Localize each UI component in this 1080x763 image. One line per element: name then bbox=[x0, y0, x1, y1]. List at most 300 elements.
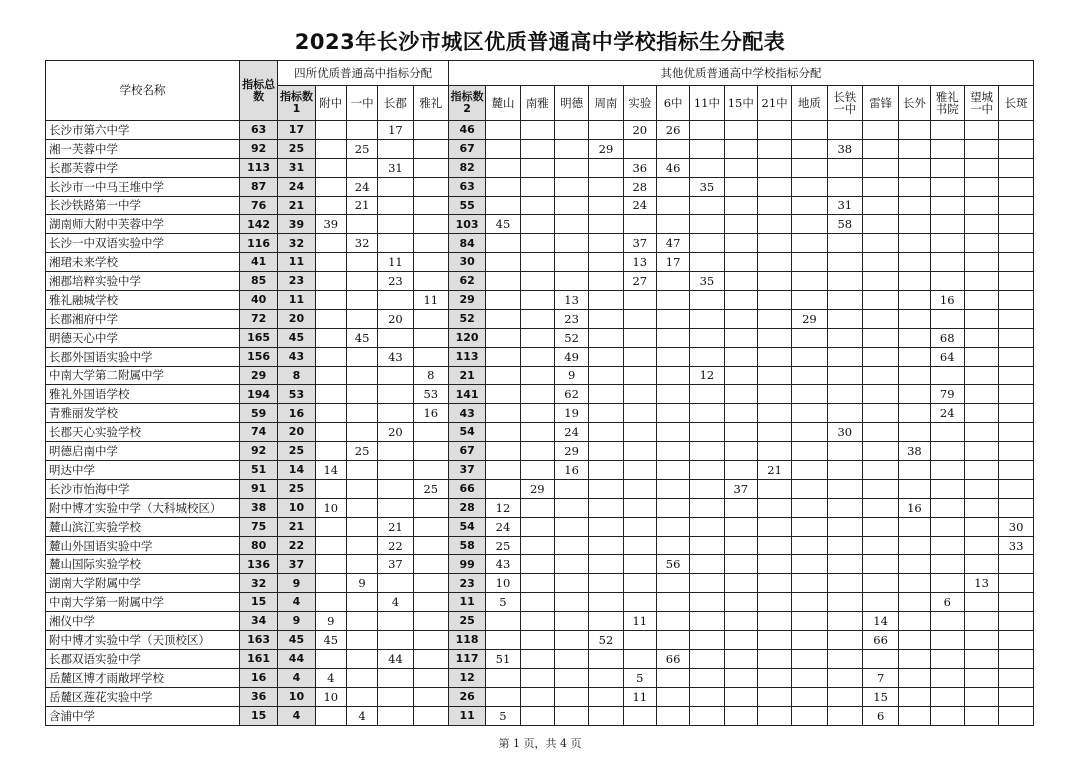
school-name-cell: 岳麓区莲花实验中学 bbox=[46, 687, 240, 706]
allocation-cell bbox=[413, 272, 448, 291]
allocation-cell bbox=[690, 479, 724, 498]
allocation-cell bbox=[964, 517, 998, 536]
allocation-cell bbox=[315, 347, 346, 366]
column-header: 雷锋 bbox=[862, 86, 898, 121]
allocation-cell bbox=[623, 366, 656, 385]
allocation-cell bbox=[554, 139, 588, 158]
allocation-cell bbox=[520, 612, 554, 631]
allocation-cell bbox=[792, 706, 827, 725]
allocation-cell bbox=[899, 649, 930, 668]
allocation-cell bbox=[899, 404, 930, 423]
allocation-cell bbox=[623, 347, 656, 366]
allocation-cell bbox=[378, 687, 413, 706]
allocation-cell bbox=[413, 423, 448, 442]
table-row bbox=[46, 158, 1034, 177]
allocation-cell bbox=[656, 309, 689, 328]
allocation-cell: 39 bbox=[315, 215, 346, 234]
column-header: 长外 bbox=[899, 86, 930, 121]
allocation-cell bbox=[656, 291, 689, 310]
allocation-cell: 29 bbox=[589, 139, 623, 158]
allocation-cell bbox=[827, 555, 862, 574]
allocation-cell bbox=[827, 593, 862, 612]
allocation-cell bbox=[554, 631, 588, 650]
allocation-cell bbox=[589, 498, 623, 517]
quota1-cell: 10 bbox=[278, 687, 315, 706]
allocation-cell bbox=[862, 139, 898, 158]
allocation-cell: 45 bbox=[315, 631, 346, 650]
allocation-cell: 19 bbox=[554, 404, 588, 423]
allocation-cell bbox=[346, 479, 377, 498]
allocation-cell bbox=[690, 196, 724, 215]
allocation-cell bbox=[589, 121, 623, 140]
quota1-cell: 4 bbox=[278, 593, 315, 612]
allocation-cell bbox=[999, 347, 1034, 366]
allocation-cell bbox=[964, 442, 998, 461]
school-name-cell: 长沙市第六中学 bbox=[46, 121, 240, 140]
school-name-cell: 长郡外国语实验中学 bbox=[46, 347, 240, 366]
allocation-cell bbox=[520, 196, 554, 215]
allocation-cell bbox=[554, 215, 588, 234]
quota1-cell: 45 bbox=[278, 328, 315, 347]
allocation-cell bbox=[413, 687, 448, 706]
allocation-cell bbox=[589, 253, 623, 272]
allocation-cell: 47 bbox=[656, 234, 689, 253]
allocation-cell bbox=[589, 574, 623, 593]
allocation-cell bbox=[486, 139, 520, 158]
school-name-cell: 雅礼融城学校 bbox=[46, 291, 240, 310]
column-header: 雅礼书院 bbox=[930, 86, 964, 121]
allocation-cell bbox=[346, 631, 377, 650]
allocation-cell bbox=[999, 649, 1034, 668]
quota2-cell: 30 bbox=[448, 253, 485, 272]
allocation-cell bbox=[486, 404, 520, 423]
allocation-cell bbox=[690, 555, 724, 574]
allocation-cell bbox=[899, 706, 930, 725]
table-row bbox=[46, 555, 1034, 574]
quota2-cell: 113 bbox=[448, 347, 485, 366]
allocation-cell bbox=[862, 272, 898, 291]
allocation-cell bbox=[724, 291, 757, 310]
allocation-cell bbox=[554, 253, 588, 272]
total-cell: 194 bbox=[239, 385, 277, 404]
allocation-cell: 4 bbox=[315, 668, 346, 687]
allocation-cell bbox=[964, 347, 998, 366]
allocation-cell bbox=[346, 423, 377, 442]
allocation-cell: 25 bbox=[486, 536, 520, 555]
allocation-cell bbox=[589, 366, 623, 385]
allocation-cell bbox=[346, 668, 377, 687]
quota1-cell: 53 bbox=[278, 385, 315, 404]
allocation-cell bbox=[724, 121, 757, 140]
school-name-cell: 湖南大学附属中学 bbox=[46, 574, 240, 593]
allocation-cell bbox=[862, 649, 898, 668]
allocation-cell bbox=[413, 555, 448, 574]
allocation-cell bbox=[899, 121, 930, 140]
quota1-cell: 17 bbox=[278, 121, 315, 140]
allocation-cell bbox=[757, 574, 791, 593]
total-cell: 92 bbox=[239, 139, 277, 158]
allocation-cell bbox=[486, 158, 520, 177]
table-row bbox=[46, 139, 1034, 158]
allocation-cell bbox=[656, 706, 689, 725]
allocation-cell bbox=[930, 649, 964, 668]
allocation-cell bbox=[413, 574, 448, 593]
allocation-cell bbox=[690, 121, 724, 140]
table-row bbox=[46, 498, 1034, 517]
allocation-cell bbox=[964, 649, 998, 668]
quota2-cell: 54 bbox=[448, 517, 485, 536]
allocation-cell bbox=[862, 215, 898, 234]
column-header: 明德 bbox=[554, 86, 588, 121]
allocation-cell bbox=[690, 423, 724, 442]
allocation-cell bbox=[413, 536, 448, 555]
allocation-cell bbox=[899, 234, 930, 253]
allocation-cell bbox=[899, 215, 930, 234]
school-name-cell: 长郡芙蓉中学 bbox=[46, 158, 240, 177]
allocation-cell bbox=[964, 555, 998, 574]
allocation-cell bbox=[378, 385, 413, 404]
allocation-cell bbox=[827, 536, 862, 555]
total-cell: 85 bbox=[239, 272, 277, 291]
allocation-cell bbox=[999, 139, 1034, 158]
school-name-cell: 长沙一中双语实验中学 bbox=[46, 234, 240, 253]
allocation-cell bbox=[724, 612, 757, 631]
allocation-cell bbox=[656, 139, 689, 158]
quota2-cell: 103 bbox=[448, 215, 485, 234]
allocation-cell bbox=[792, 158, 827, 177]
allocation-cell bbox=[690, 574, 724, 593]
allocation-cell: 62 bbox=[554, 385, 588, 404]
table-row bbox=[46, 347, 1034, 366]
allocation-cell bbox=[378, 668, 413, 687]
allocation-cell bbox=[964, 668, 998, 687]
allocation-cell bbox=[589, 385, 623, 404]
allocation-cell bbox=[378, 177, 413, 196]
allocation-cell bbox=[378, 706, 413, 725]
allocation-cell bbox=[378, 498, 413, 517]
total-cell: 36 bbox=[239, 687, 277, 706]
allocation-cell bbox=[486, 631, 520, 650]
allocation-cell bbox=[724, 196, 757, 215]
allocation-cell bbox=[656, 423, 689, 442]
allocation-cell: 33 bbox=[999, 536, 1034, 555]
allocation-cell bbox=[757, 121, 791, 140]
allocation-cell bbox=[930, 215, 964, 234]
allocation-cell: 37 bbox=[378, 555, 413, 574]
allocation-cell bbox=[554, 612, 588, 631]
allocation-cell bbox=[315, 328, 346, 347]
allocation-cell bbox=[378, 139, 413, 158]
allocation-cell bbox=[999, 555, 1034, 574]
allocation-cell: 30 bbox=[999, 517, 1034, 536]
allocation-cell bbox=[656, 442, 689, 461]
allocation-cell bbox=[589, 309, 623, 328]
allocation-cell bbox=[862, 291, 898, 310]
allocation-cell bbox=[656, 517, 689, 536]
allocation-cell bbox=[520, 121, 554, 140]
allocation-cell bbox=[554, 177, 588, 196]
total-header: 指标总数 bbox=[239, 61, 277, 121]
allocation-cell bbox=[757, 291, 791, 310]
allocation-cell: 13 bbox=[964, 574, 998, 593]
allocation-cell bbox=[413, 158, 448, 177]
quota2-cell: 99 bbox=[448, 555, 485, 574]
allocation-cell bbox=[792, 687, 827, 706]
allocation-cell bbox=[315, 649, 346, 668]
quota2-cell: 67 bbox=[448, 442, 485, 461]
allocation-cell bbox=[899, 479, 930, 498]
school-name-cell: 长郡天心实验学校 bbox=[46, 423, 240, 442]
allocation-cell bbox=[589, 612, 623, 631]
allocation-cell: 35 bbox=[690, 177, 724, 196]
quota1-cell: 44 bbox=[278, 649, 315, 668]
allocation-cell bbox=[930, 121, 964, 140]
allocation-cell bbox=[930, 479, 964, 498]
table-row bbox=[46, 668, 1034, 687]
allocation-cell: 29 bbox=[792, 309, 827, 328]
column-header: 6中 bbox=[656, 86, 689, 121]
allocation-cell bbox=[862, 177, 898, 196]
allocation-cell bbox=[999, 442, 1034, 461]
allocation-cell bbox=[413, 498, 448, 517]
allocation-cell bbox=[724, 177, 757, 196]
allocation-cell bbox=[486, 442, 520, 461]
allocation-cell bbox=[315, 291, 346, 310]
allocation-cell bbox=[346, 461, 377, 480]
allocation-cell bbox=[690, 139, 724, 158]
allocation-cell bbox=[315, 366, 346, 385]
allocation-cell bbox=[827, 442, 862, 461]
allocation-cell bbox=[486, 253, 520, 272]
allocation-cell bbox=[346, 291, 377, 310]
allocation-cell: 16 bbox=[413, 404, 448, 423]
allocation-cell: 64 bbox=[930, 347, 964, 366]
allocation-cell bbox=[413, 442, 448, 461]
allocation-cell bbox=[899, 158, 930, 177]
allocation-cell: 5 bbox=[623, 668, 656, 687]
allocation-cell bbox=[656, 461, 689, 480]
total-cell: 51 bbox=[239, 461, 277, 480]
allocation-cell bbox=[792, 385, 827, 404]
allocation-cell bbox=[520, 272, 554, 291]
allocation-cell bbox=[589, 593, 623, 612]
allocation-cell bbox=[964, 404, 998, 423]
allocation-cell bbox=[486, 272, 520, 291]
allocation-cell bbox=[964, 234, 998, 253]
quota1-cell: 23 bbox=[278, 272, 315, 291]
quota1-cell: 14 bbox=[278, 461, 315, 480]
allocation-cell bbox=[757, 272, 791, 291]
allocation-cell bbox=[520, 423, 554, 442]
table-row bbox=[46, 706, 1034, 725]
quota2-cell: 62 bbox=[448, 272, 485, 291]
allocation-cell bbox=[554, 687, 588, 706]
allocation-cell bbox=[964, 291, 998, 310]
allocation-cell bbox=[315, 593, 346, 612]
allocation-cell: 23 bbox=[378, 272, 413, 291]
allocation-cell bbox=[520, 668, 554, 687]
allocation-cell bbox=[690, 687, 724, 706]
column-header: 11中 bbox=[690, 86, 724, 121]
allocation-cell bbox=[930, 442, 964, 461]
allocation-cell bbox=[757, 536, 791, 555]
allocation-cell bbox=[827, 272, 862, 291]
allocation-cell bbox=[757, 404, 791, 423]
allocation-cell bbox=[589, 479, 623, 498]
allocation-cell bbox=[930, 461, 964, 480]
allocation-cell bbox=[520, 461, 554, 480]
allocation-cell bbox=[589, 404, 623, 423]
total-cell: 136 bbox=[239, 555, 277, 574]
allocation-cell: 11 bbox=[623, 687, 656, 706]
quota2-cell: 25 bbox=[448, 612, 485, 631]
allocation-cell bbox=[999, 366, 1034, 385]
allocation-cell bbox=[520, 498, 554, 517]
allocation-cell bbox=[757, 328, 791, 347]
column-header: 长铁一中 bbox=[827, 86, 862, 121]
allocation-cell bbox=[792, 404, 827, 423]
allocation-cell bbox=[378, 196, 413, 215]
allocation-cell bbox=[378, 631, 413, 650]
quota2-cell: 63 bbox=[448, 177, 485, 196]
allocation-cell bbox=[486, 291, 520, 310]
allocation-cell bbox=[623, 479, 656, 498]
allocation-cell: 11 bbox=[413, 291, 448, 310]
allocation-cell: 15 bbox=[862, 687, 898, 706]
allocation-cell bbox=[757, 177, 791, 196]
allocation-cell: 52 bbox=[554, 328, 588, 347]
allocation-cell bbox=[413, 631, 448, 650]
allocation-cell bbox=[554, 706, 588, 725]
allocation-cell bbox=[899, 631, 930, 650]
allocation-cell bbox=[827, 366, 862, 385]
allocation-cell bbox=[554, 649, 588, 668]
allocation-cell bbox=[589, 649, 623, 668]
allocation-cell: 21 bbox=[346, 196, 377, 215]
allocation-cell bbox=[413, 347, 448, 366]
allocation-cell: 44 bbox=[378, 649, 413, 668]
total-cell: 113 bbox=[239, 158, 277, 177]
allocation-cell bbox=[378, 404, 413, 423]
quota1-cell: 4 bbox=[278, 706, 315, 725]
allocation-cell bbox=[999, 253, 1034, 272]
allocation-cell bbox=[589, 423, 623, 442]
column-header: 南雅 bbox=[520, 86, 554, 121]
allocation-cell bbox=[690, 385, 724, 404]
allocation-cell bbox=[315, 272, 346, 291]
allocation-cell bbox=[589, 234, 623, 253]
allocation-cell bbox=[378, 234, 413, 253]
allocation-cell bbox=[724, 706, 757, 725]
quota1-cell: 32 bbox=[278, 234, 315, 253]
column-header: 麓山 bbox=[486, 86, 520, 121]
table-row bbox=[46, 309, 1034, 328]
allocation-cell bbox=[378, 479, 413, 498]
allocation-cell bbox=[757, 366, 791, 385]
allocation-cell bbox=[656, 196, 689, 215]
allocation-cell: 17 bbox=[378, 121, 413, 140]
allocation-cell bbox=[930, 366, 964, 385]
allocation-cell bbox=[792, 139, 827, 158]
total-cell: 34 bbox=[239, 612, 277, 631]
allocation-cell bbox=[964, 158, 998, 177]
allocation-cell bbox=[520, 517, 554, 536]
allocation-cell bbox=[623, 631, 656, 650]
allocation-cell: 31 bbox=[378, 158, 413, 177]
allocation-cell bbox=[623, 555, 656, 574]
total-cell: 91 bbox=[239, 479, 277, 498]
allocation-cell bbox=[413, 649, 448, 668]
allocation-cell bbox=[999, 291, 1034, 310]
allocation-cell bbox=[554, 196, 588, 215]
total-cell: 116 bbox=[239, 234, 277, 253]
table-row bbox=[46, 574, 1034, 593]
quota2-cell: 82 bbox=[448, 158, 485, 177]
allocation-cell bbox=[724, 272, 757, 291]
allocation-cell bbox=[346, 555, 377, 574]
allocation-cell bbox=[589, 687, 623, 706]
allocation-cell bbox=[964, 536, 998, 555]
allocation-cell: 10 bbox=[486, 574, 520, 593]
allocation-cell bbox=[346, 347, 377, 366]
quota1-cell: 25 bbox=[278, 139, 315, 158]
allocation-table bbox=[45, 60, 1034, 726]
allocation-cell bbox=[656, 498, 689, 517]
allocation-cell bbox=[964, 272, 998, 291]
allocation-cell bbox=[792, 177, 827, 196]
allocation-cell bbox=[999, 612, 1034, 631]
allocation-cell bbox=[690, 631, 724, 650]
allocation-cell bbox=[378, 574, 413, 593]
quota2-cell: 43 bbox=[448, 404, 485, 423]
group1-header: 四所优质普通高中指标分配 bbox=[278, 61, 449, 86]
allocation-cell bbox=[346, 498, 377, 517]
allocation-cell bbox=[899, 177, 930, 196]
allocation-cell bbox=[999, 158, 1034, 177]
allocation-cell bbox=[554, 536, 588, 555]
allocation-cell bbox=[724, 139, 757, 158]
allocation-cell bbox=[930, 517, 964, 536]
allocation-cell: 38 bbox=[899, 442, 930, 461]
allocation-cell bbox=[792, 536, 827, 555]
allocation-cell bbox=[899, 253, 930, 272]
table-row bbox=[46, 593, 1034, 612]
allocation-cell bbox=[862, 442, 898, 461]
quota1-cell: 11 bbox=[278, 291, 315, 310]
allocation-cell bbox=[346, 309, 377, 328]
allocation-cell bbox=[520, 536, 554, 555]
allocation-cell bbox=[315, 234, 346, 253]
allocation-cell bbox=[964, 479, 998, 498]
quota2-cell: 52 bbox=[448, 309, 485, 328]
allocation-cell bbox=[315, 423, 346, 442]
allocation-cell bbox=[623, 309, 656, 328]
quota1-cell: 37 bbox=[278, 555, 315, 574]
allocation-cell bbox=[589, 442, 623, 461]
allocation-cell bbox=[346, 272, 377, 291]
allocation-cell bbox=[757, 196, 791, 215]
allocation-cell bbox=[792, 461, 827, 480]
allocation-cell bbox=[930, 253, 964, 272]
school-name-cell: 中南大学第一附属中学 bbox=[46, 593, 240, 612]
allocation-cell bbox=[792, 366, 827, 385]
allocation-cell: 36 bbox=[623, 158, 656, 177]
allocation-cell: 16 bbox=[899, 498, 930, 517]
allocation-cell: 68 bbox=[930, 328, 964, 347]
allocation-cell: 37 bbox=[623, 234, 656, 253]
allocation-cell bbox=[757, 253, 791, 272]
total-cell: 75 bbox=[239, 517, 277, 536]
